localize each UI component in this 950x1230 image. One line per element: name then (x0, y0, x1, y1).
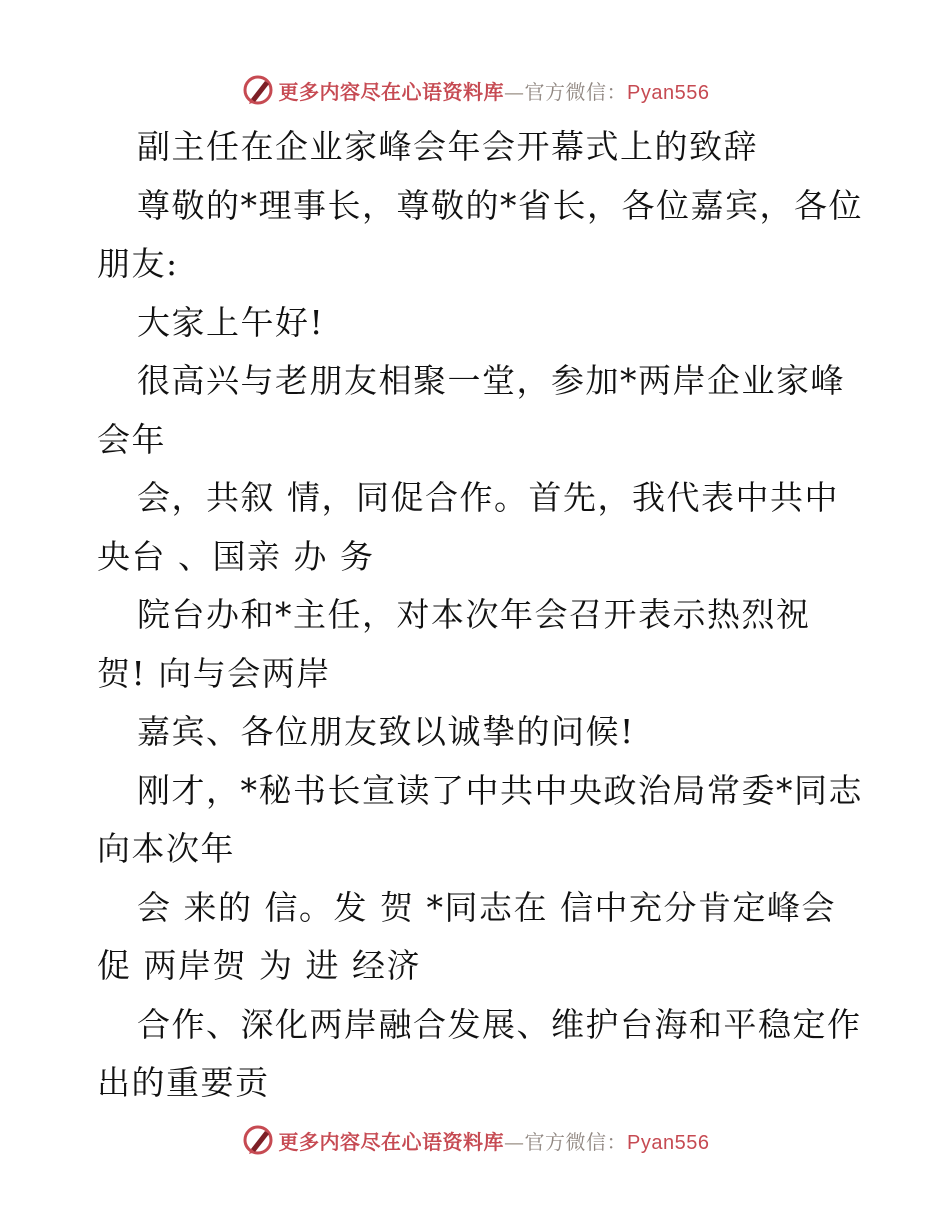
pen-logo-icon (241, 73, 275, 107)
document-body (97, 118, 877, 1113)
banner-text (279, 1126, 710, 1155)
text-line: 院台办和*主任，对本次年会召开表示热烈祝 (137, 595, 811, 634)
banner-text (279, 76, 710, 105)
banner-official-label: 官方微信： (524, 79, 628, 104)
banner-wechat-id: Pyan556 (627, 81, 710, 104)
text-line: 朋友: (97, 244, 179, 283)
text-line: 刚才，*秘书长宣读了中共中央政治局常委*同志 (137, 770, 863, 810)
text-line: 向本次年 (97, 829, 235, 868)
banner-wechat-id: Pyan556 (627, 1131, 710, 1154)
text-line: 促 两岸贺 为 进 经济 (97, 946, 421, 985)
header-banner (0, 70, 950, 110)
banner-dash: — (504, 1129, 525, 1154)
pen-logo-icon (241, 1123, 275, 1157)
text-line: 尊敬的*理事长，尊敬的*省长，各位嘉宾，各位 (137, 185, 863, 225)
text-line: 会 来的 信。发 贺 *同志在 信中充分肯定峰会 (137, 887, 836, 927)
text-line: 嘉宾、各位朋友致以诚挚的问候! (137, 712, 635, 751)
banner-dash: — (504, 79, 525, 104)
footer-banner (0, 1120, 950, 1160)
text-line: 很高兴与老朋友相聚一堂，参加*两岸企业家峰 (137, 361, 845, 400)
banner-main-text: 更多内容尽在心语资料库 (278, 79, 505, 104)
banner-main-text: 更多内容尽在心语资料库 (278, 1129, 505, 1154)
text-line: 贺! 向与会两岸 (97, 653, 331, 693)
text-line: 出的重要贡 (97, 1063, 270, 1102)
text-line: 大家上午好! (137, 302, 325, 342)
text-line: 央台 、国亲 办 务 (97, 536, 375, 576)
document-title: 副主任在企业家峰会年会开幕式上的致辞 (137, 127, 758, 166)
text-line: 合作、深化两岸融合发展、维护台海和平稳定作 (137, 1004, 862, 1044)
text-line: 会年 (97, 419, 166, 459)
banner-official-label: 官方微信： (524, 1129, 628, 1154)
text-line: 会，共叙 情，同促合作。首先，我代表中共中 (137, 478, 839, 517)
